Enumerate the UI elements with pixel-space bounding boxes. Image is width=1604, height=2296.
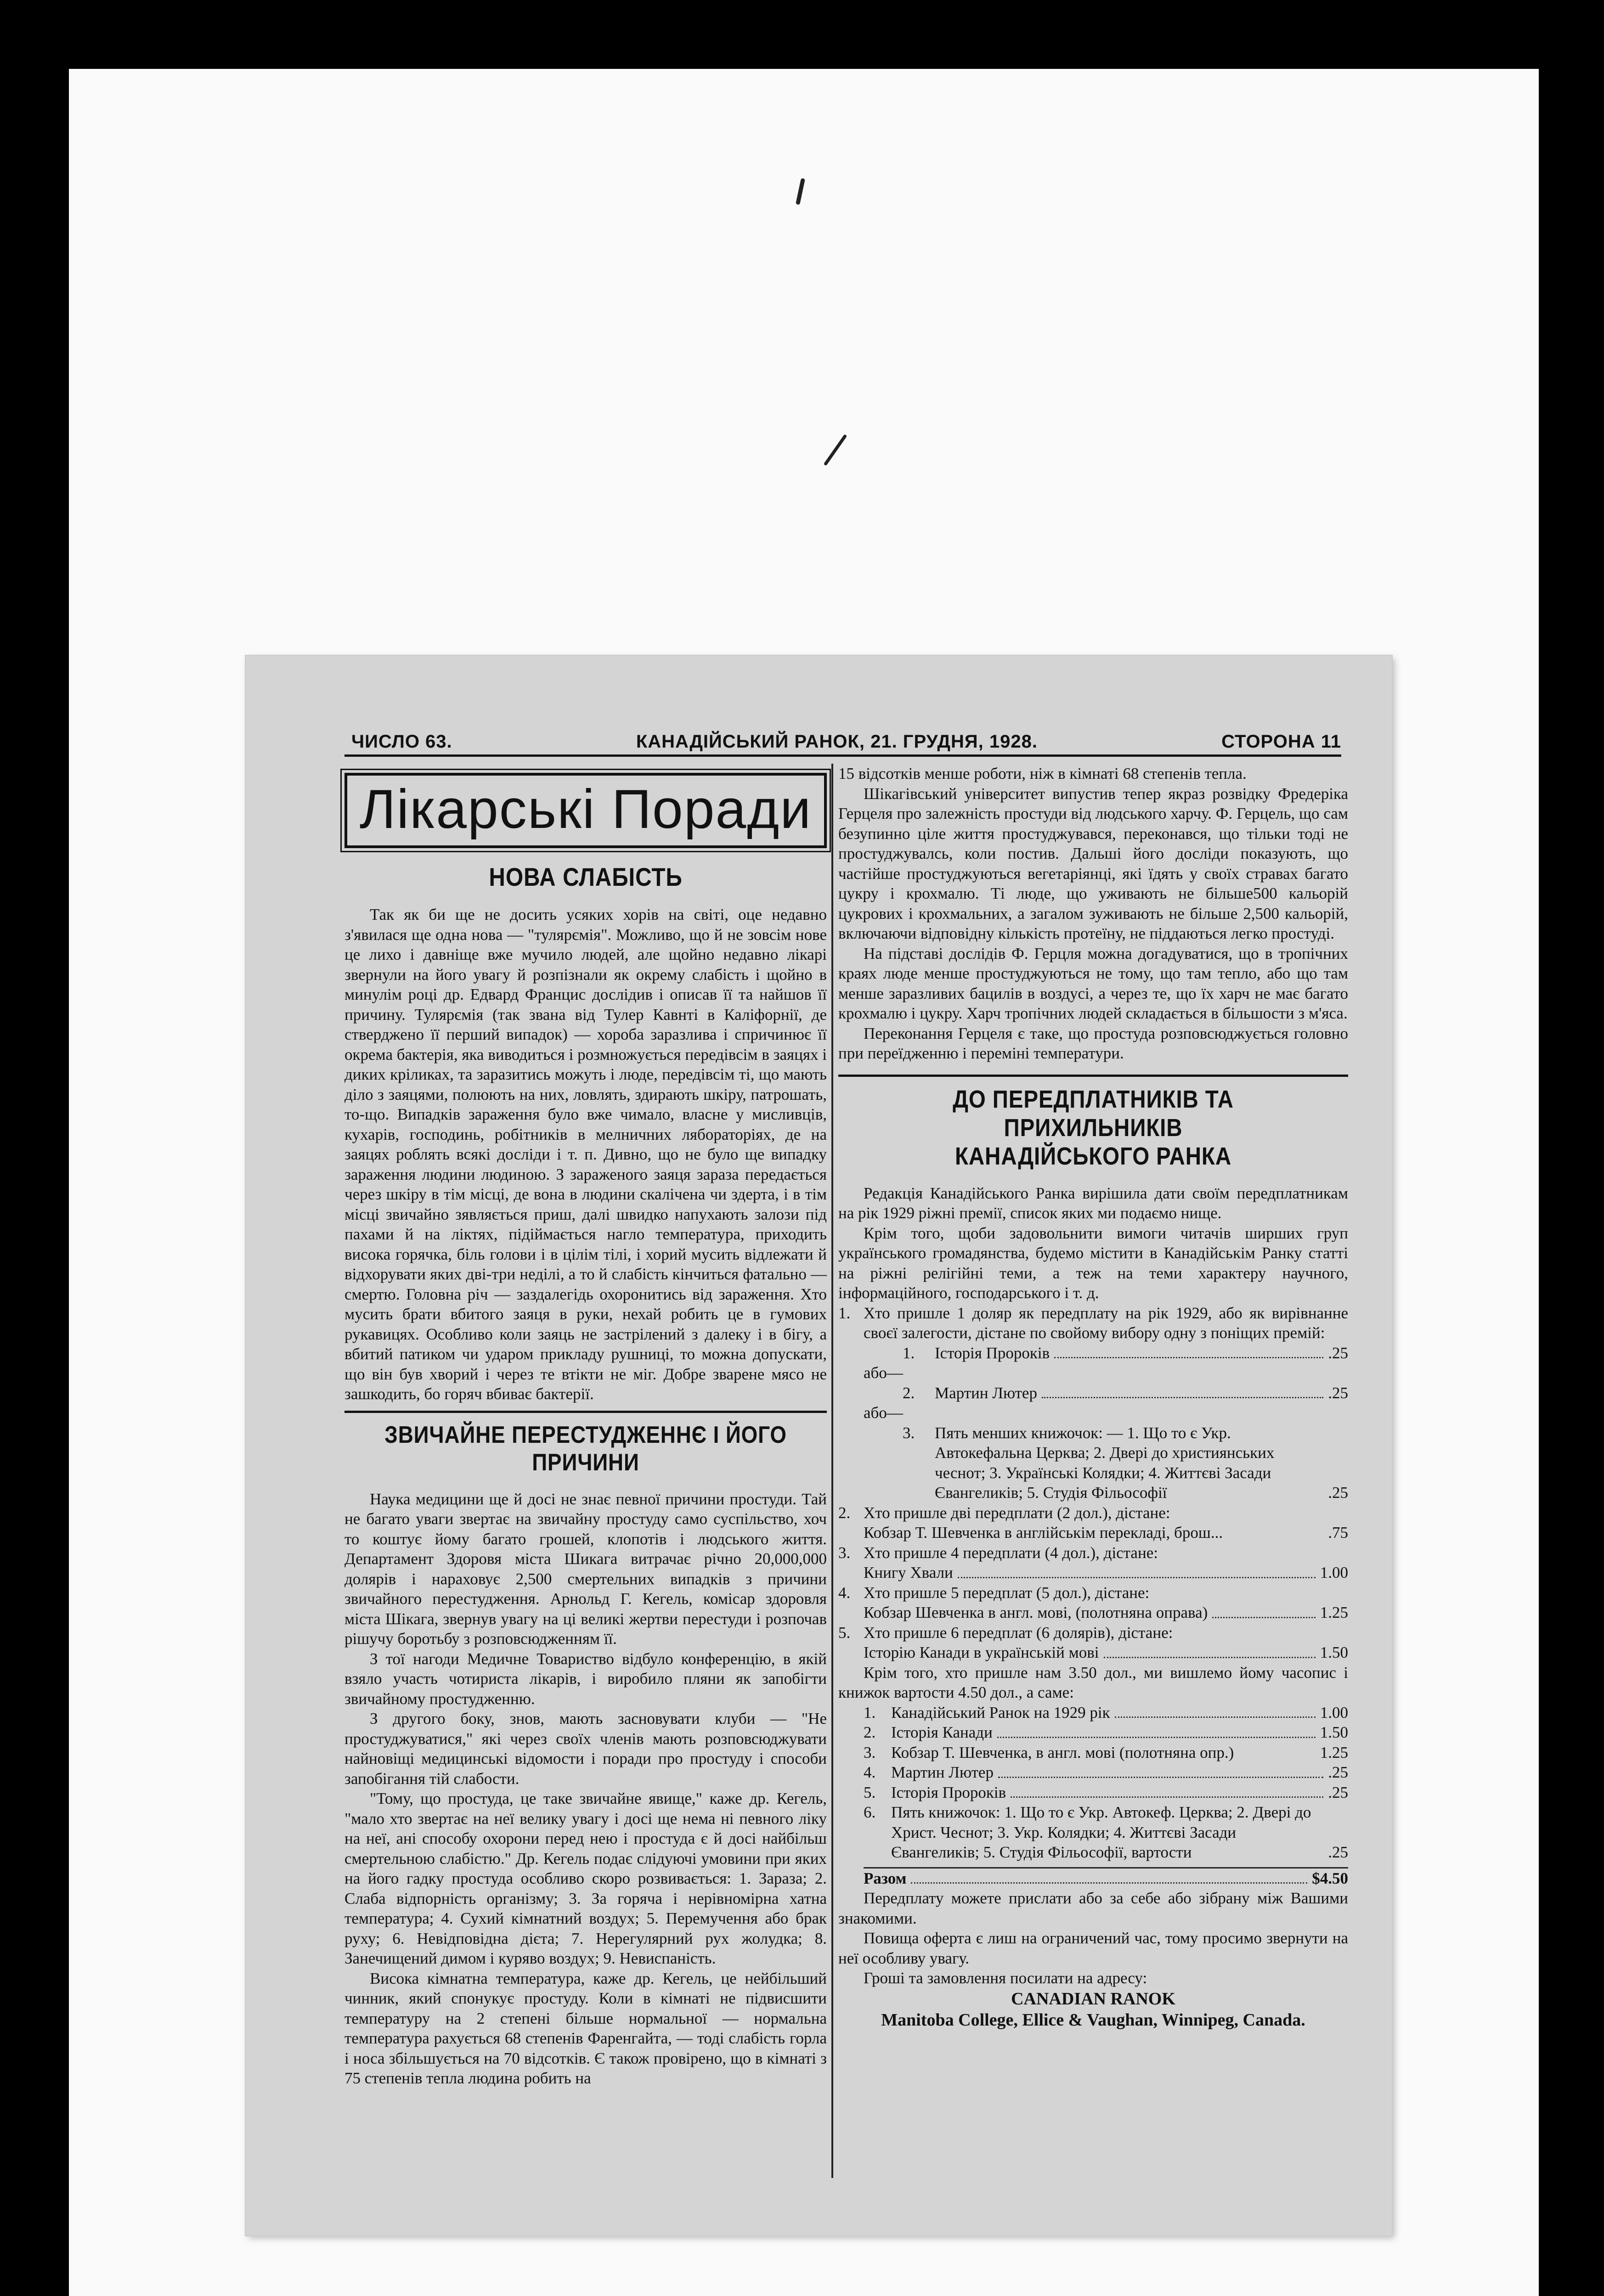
premium-label: Пять менших книжочок: — 1. Що то є Укр. Автокефальна Церква; 2. Двері до християнських чеснот; 3. Українські Колядки; 4. Життєві Засади Євангеликів; 5. Студія Фільософії xyxy=(935,1424,1275,1502)
offer-number: 3. xyxy=(838,1543,851,1562)
offer-number: 1. xyxy=(838,1304,851,1322)
or-label: або— xyxy=(864,1364,903,1382)
premium-price: 1.50 xyxy=(1320,1643,1348,1662)
offer-item xyxy=(838,1303,1348,1343)
leader-dots xyxy=(1115,1716,1316,1718)
masthead-title: Лікарські Поради xyxy=(359,778,812,840)
premium-row xyxy=(903,1383,1348,1403)
bundle-number: 6. xyxy=(864,1803,876,1822)
bundle-row xyxy=(864,1703,1348,1723)
premium-label: Кобзар Т. Шевченка в англійськім перекладі, брош... xyxy=(864,1524,1223,1542)
offer-text: Хто пришле дві передплати (2 дол.), дістане: xyxy=(864,1503,1170,1522)
page-header xyxy=(351,725,1341,752)
premium-label: Кобзар Шевченка в англ. мові, (полотняна оправа) xyxy=(864,1604,1208,1622)
offer-options xyxy=(838,1343,1348,1363)
offer-text: Хто пришле 4 передплати (4 дол.), дістане: xyxy=(864,1543,1158,1562)
premium-price: .25 xyxy=(1328,1384,1348,1402)
bundle-row xyxy=(864,1743,1348,1763)
offer-item xyxy=(838,1543,1348,1563)
bundle-row xyxy=(864,1722,1348,1743)
article-paragraph: Переконання Герцеля є таке, що простуда розповсюджується головно при переїдженню і переміні температури. xyxy=(838,1024,1348,1062)
bundle-price: .25 xyxy=(1328,1763,1348,1782)
section-rule xyxy=(345,1411,827,1413)
address-name: CANADIAN RANOK xyxy=(1011,1989,1175,2009)
bundle-label: Історія Пророків xyxy=(891,1783,1006,1801)
article-paragraph: "Тому, що простуда, це таке звичайне явище," каже др. Кегель, "мало хто звертає на неї велику увагу і досі ще нема ні певного ліку на неї, ані способу охорони перед нею і простуда є й досі найбільш смертельною слабістю." Др. Кегель подає слідуючі умовини при яких на його гадку простуда особливо скоро розвивається: 1. Зараза; 2. Слаба відпорність організму; 3. За горяча і нерівномірна хатна температура; 4. Сухий кімнатний воздух; 5. Перемучення або брак руху; 6. Невідповідна дієта; 7. Нерегулярний рух жолудка; 8. Занечищений димом і куряво воздух; 9. Невиспаність. xyxy=(345,1790,827,1967)
leader-dots xyxy=(997,1737,1316,1738)
left-column xyxy=(345,764,827,2088)
section-heading xyxy=(869,1085,1318,1171)
offer-text: Хто пришле 6 передплат (6 долярів), дістане: xyxy=(864,1623,1173,1642)
header-rule xyxy=(345,754,1341,757)
article-paragraph: Крім того, хто пришле нам 3.50 дол., ми вишлемо йому часопис і книжок вартости 4.50 дол., а саме: xyxy=(838,1663,1348,1702)
bundle-number: 4. xyxy=(864,1763,876,1782)
offer-text: Хто пришле 1 доляр як передплату на рік 1929, або як вирівнанне своєї залегости, дістане по свойому вибору одну з поніщих премій: xyxy=(864,1304,1348,1342)
bundle-label: Пять книжочок: 1. Що то є Укр. Автокеф. Церква; 2. Двері до Христ. Чеснот; 3. Укр. Колядки; 4. Життєві Засади Євангеликів; 5. Студія Фільософії, вартости xyxy=(891,1803,1311,1862)
offer-options xyxy=(838,1383,1348,1403)
bundle-label: Історія Канади xyxy=(891,1723,993,1742)
right-column xyxy=(838,764,1348,2031)
bundle-price: 1.00 xyxy=(1320,1703,1348,1722)
premium-price: .75 xyxy=(1328,1524,1348,1542)
scan-mark xyxy=(824,434,847,466)
article-paragraph: Висока кімнатна температура, каже др. Кегель, це нейбільший чинник, який спонукує простуду. Коли в кімнаті не підвисшити температуру на 2 степені більше нормальної — нормальна температура рахується 68 степенів Фаренгайта, — тоді слабість горла і носа збільшується на 70 відсотків. Є також провірено, що в кімнаті з 75 степенів тепла людина робить на xyxy=(345,1969,827,2087)
bundle-number: 3. xyxy=(864,1743,876,1761)
premium-label: Книгу Хвали xyxy=(864,1564,953,1582)
bundle-price: 1.50 xyxy=(1320,1723,1348,1742)
column-divider xyxy=(831,764,833,2178)
section-heading: ЗВИЧАЙНЕ ПЕРЕСТУДЖЕННЄ І ЙОГО ПРИЧИНИ xyxy=(384,1421,787,1476)
leader-dots xyxy=(911,1882,1307,1884)
newspaper-page xyxy=(246,656,1392,2235)
leader-dots xyxy=(958,1577,1316,1578)
heading-line: КАНАДІЙСЬКОГО РАНКА xyxy=(954,1142,1232,1170)
address-street: Manitoba College, Ellice & Vaughan, Winnipeg, Canada. xyxy=(881,2010,1305,2030)
leader-dots xyxy=(998,1777,1323,1778)
offer-number: 2. xyxy=(838,1503,851,1522)
scan-mark xyxy=(796,178,805,205)
article-paragraph: На підставі дослідів Ф. Герцля можна догадуватися, що в тропічних краях люде менше простуджуються не тому, що там тепло, або що там менше заразливих бацилів в воздусі, а через те, що їх харч не має багато крохмалю і цукру. Харч тропічних людей складається в більшости з м'яса. xyxy=(838,944,1348,1022)
premium-label: Історія Пророків xyxy=(935,1344,1050,1362)
or-label: або— xyxy=(864,1404,903,1422)
premium-row xyxy=(903,1343,1348,1363)
bundle-row xyxy=(864,1783,1348,1803)
total-value: $4.50 xyxy=(1312,1869,1348,1887)
article-paragraph: 15 відсотків менше роботи, ніж в кімнаті 68 степенів тепла. xyxy=(838,765,1247,782)
bundle-label: Канадійський Ранок на 1929 рік xyxy=(891,1703,1110,1722)
article-paragraph: Редакція Канадійського Ранка вирішила дати своїм передплатникам на рік 1929 ріжні премії, список яких ми подаємо нище. xyxy=(838,1184,1348,1222)
mailing-address xyxy=(838,1988,1348,2031)
leader-dots xyxy=(1212,1617,1315,1618)
article-paragraph: Крім того, щоби задовольнити вимоги читачів ширших груп українського громадянства, будемо містити в Канадійськім Ранку статті на ріжні релігійні теми, а теж на теми характеру научного, інформаційного, господарського і т. д. xyxy=(838,1224,1348,1302)
premium-row xyxy=(838,1603,1348,1623)
premium-number: 1. xyxy=(903,1344,915,1362)
bundle-row xyxy=(864,1762,1348,1783)
bundle-price: .25 xyxy=(1328,1783,1348,1801)
premium-price: .25 xyxy=(1328,1484,1348,1502)
paper-title-date: КАНАДІЙСЬКИЙ РАНОК, 21. ГРУДНЯ, 1928. xyxy=(636,732,1038,752)
premium-label: Мартин Лютер xyxy=(935,1384,1037,1402)
bundle-number: 2. xyxy=(864,1723,876,1742)
offer-number: 4. xyxy=(838,1583,851,1602)
bundle-row xyxy=(864,1802,1348,1863)
premium-price: 1.25 xyxy=(1320,1604,1348,1622)
leader-dots xyxy=(1054,1357,1323,1358)
premium-offers xyxy=(838,1303,1348,1663)
section-rule xyxy=(838,1075,1348,1077)
premium-row xyxy=(838,1523,1348,1543)
article-paragraph: Так як би ще не досить усяких хорів на світі, оце недавно з'явилася ще одна нова — "тулярємія". Можливо, що й не зовсім нове це лихо і давніще вже мучило людей, але щойно недавно лікарі звернули на його увагу й розпізнали як окрему слабість і щойно в минулім році др. Едвард Францис дослідив і описав її та найшов її причину. Тулярємія (так звана від Тулер Кавнті в Каліфорнії, де стверджено її перший випадок) — хороба заразлива і спричинює її окрема бактерія, яка виводиться і розмножується передівсім в заяцях і диких кріликах, та заразитись можуть і люде, передівсім ті, що мають діло з заяцями, полюють на них, ловлять, здирають шкіру, патрошать, то-що. Випадків зараження було вже чимало, власне у мисливців, кухарів, господинь, робітників в мелничних лябораторіях, де на заяцях роблять всякі досліди і т. п. Дивно, що не було ще випадку зараження людини людиною. З зараженого заяця зараза передається через шкіру в тім місці, де вона в людини скалічена чи здерта, і в тім місці звичайно зявляється приш, далі швидко напухають залози під пахами й на ліктях, підіймається нагло температура, приходить висока горячка, біль голови і в цілім тілі, і хорий мусить відлежати й відхорувати яких дві-три неділі, а то й слабість кінчиться фатально — смертю. Головна річ — заздалегідь охоронитись від зараження. Хто мусить брати вбитого заяця в руки, нехай робить це в гумових рукавицях. Особливо коли заяць не застрілений з далеку і в бігу, а вбитий патиком чи ударом прикладу рушниці, то можна допускати, що він був хворий і через те втікти не міг. Добре зварене мясо не зашкодить, бо горяч вбиває бактерії. xyxy=(345,906,827,1403)
premium-number: 2. xyxy=(903,1384,915,1402)
total-row xyxy=(864,1868,1348,1889)
offer-options xyxy=(838,1423,1348,1503)
offer-text: Хто пришле 5 передплат (5 дол.), дістане: xyxy=(864,1583,1150,1602)
premium-label: Історію Канади в українській мові xyxy=(864,1643,1099,1662)
premium-row xyxy=(838,1643,1348,1663)
heading-line: ДО ПЕРЕДПЛАТНИКІВ ТА ПРИХИЛЬНИКІВ xyxy=(953,1085,1234,1142)
article-paragraph: З другого боку, знов, мають засновувати клуби — "Не простуджуватися," які через своїх членів мають розповсюджувати найновіщі медицинські відомости і поради про простуду і способи запобігання тій слабости. xyxy=(345,1710,827,1788)
leader-dots xyxy=(1042,1397,1323,1398)
offer-number: 5. xyxy=(838,1623,851,1642)
bundle-price: .25 xyxy=(1328,1843,1348,1862)
bundle-list xyxy=(838,1703,1348,1889)
bundle-number: 1. xyxy=(864,1703,876,1722)
leader-dots xyxy=(1104,1657,1316,1658)
premium-number: 3. xyxy=(903,1424,915,1442)
masthead-box xyxy=(345,773,827,848)
premium-price: 1.00 xyxy=(1320,1564,1348,1582)
bundle-label: Мартин Лютер xyxy=(891,1763,994,1782)
bundle-number: 5. xyxy=(864,1783,876,1801)
premium-row xyxy=(838,1563,1348,1583)
offer-item xyxy=(838,1623,1348,1643)
leader-dots xyxy=(1011,1796,1323,1798)
article-paragraph: Передплату можете прислати або за себе або зібрану між Вашими знакомими. xyxy=(838,1889,1348,1927)
total-label: Разом xyxy=(864,1869,907,1887)
article-paragraph: З тої нагоди Медичне Товариство відбуло конференцію, в якій взяло участь чотириста лікарів, і виробило пляни як запобігти звичайному простудженню. xyxy=(345,1649,827,1708)
bundle-label: Кобзар Т. Шевченка, в англ. мові (полотняна опр.) xyxy=(891,1743,1234,1761)
article-paragraph: Гроші та замовлення посилати на адресу: xyxy=(864,1969,1147,1987)
offer-item xyxy=(838,1503,1348,1523)
page-number: СТОРОНА 11 xyxy=(1221,732,1341,752)
issue-number: ЧИСЛО 63. xyxy=(351,732,452,752)
article-paragraph: Шікагівський університет випустив тепер якраз розвідку Фредеріка Герцеля про залежність простуди від людського харчу. Ф. Герцель, що сам безупинно ціле життя простуджувався, переконався, що тільки тоді не простуджувалсь, коли постив. Дальші його досліди показують, що частійше простуджуються вегетаріянці, які їдять у своїх стравах багато цукру і крохмалю. Ті люде, що уживають не більше500 кальорій цукрових і крохмальних, а загалом зуживають не більше 2,500 кальорій, включаючи відповідну кількість протеїну, не піддаються легко простуді. xyxy=(838,784,1348,942)
premium-price: .25 xyxy=(1328,1344,1348,1362)
bundle-price: 1.25 xyxy=(1320,1743,1348,1761)
offer-item xyxy=(838,1583,1348,1603)
section-heading: НОВА СЛАБІСТЬ xyxy=(489,862,683,891)
article-paragraph: Наука медицини ще й досі не знає певної причини простуди. Тай не багато уваги звертає на звичайну простуду само суспільство, хоч то коштує йому багато грошей, клопотів і людського життя. Департамент Здоровя міста Шикага витрачає річно 20,000,000 долярів і нараховує 2,500 смертельних випадків з причини звичайного перестудження. Арнольд Г. Кегель, комісар здоровля міста Шікага, звернув увагу на ці великі жертви перестуди і розпочав рішучу боротьбу з розповсюдженням її. xyxy=(345,1490,827,1648)
article-paragraph: Повища оферта є лиш на ограничений час, тому просимо звернути на неї особливу увагу. xyxy=(838,1929,1348,1967)
